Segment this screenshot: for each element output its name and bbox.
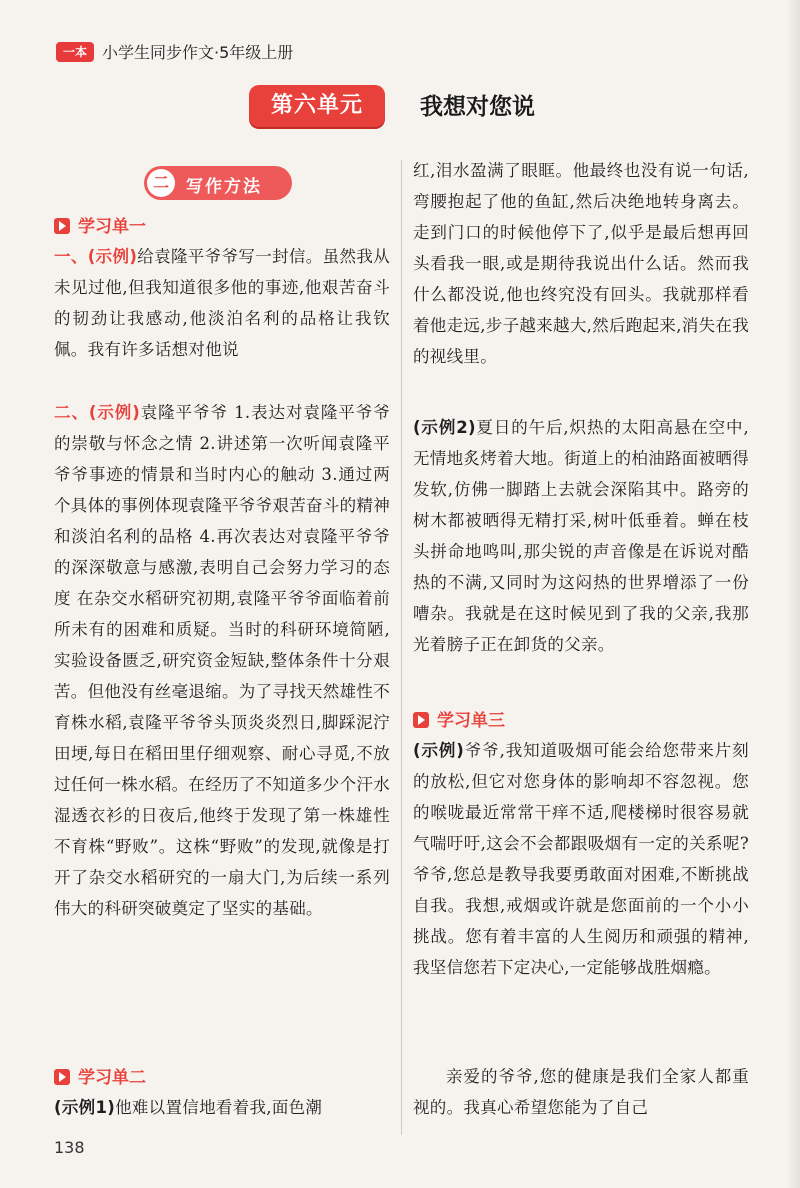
unit-title: 我想对您说 — [420, 94, 535, 120]
running-header — [0, 38, 800, 68]
answer-paragraph-6 — [413, 735, 749, 983]
answer-paragraph-1 — [54, 241, 390, 365]
answer-paragraph-7 — [413, 1061, 749, 1123]
answer-paragraph-4 — [413, 155, 749, 372]
lesson-heading-two — [54, 1063, 146, 1087]
answer-lead: (示例) — [413, 741, 465, 760]
answer-text: 红,泪水盈满了眼眶。他最终也没有说一句话,弯腰抱起了他的鱼缸,然后决绝地转身离去。走到门口的时候他停下了,似乎是最后想再回头看我一眼,或是期待我说出什么话。然而我什么都没说,他也终究没有回头。我就那样看着他走远,步子越来越大,然后跑起来,消失在我的视线里。 — [413, 161, 749, 366]
answer-text: 他难以置信地看着我,面色潮 — [115, 1098, 323, 1117]
page-edge-shadow — [786, 0, 800, 1188]
lesson-label: 学习单二 — [78, 1068, 146, 1088]
section-number: 二 — [147, 169, 175, 197]
brand-logo: 一本 — [56, 42, 94, 62]
answer-paragraph-3 — [54, 1092, 390, 1123]
answer-lead: 一、(示例) — [54, 247, 138, 266]
answer-paragraph-5 — [413, 412, 749, 660]
section-label: 写作方法 — [186, 177, 262, 197]
play-arrow-icon — [54, 1069, 70, 1085]
lesson-label: 学习单三 — [437, 711, 505, 731]
unit-badge: 第六单元 — [249, 85, 385, 127]
answer-paragraph-2 — [54, 397, 390, 924]
section-label-pill — [144, 166, 292, 200]
answer-lead: 二、(示例) — [54, 403, 141, 422]
lesson-heading-one — [54, 212, 146, 236]
answer-text: 袁隆平爷爷 1.表达对袁隆平爷爷的崇敬与怀念之情 2.讲述第一次听闻袁隆平爷爷事迹的情景和当时内心的触动 3.通过两个具体的事例体现袁隆平爷爷艰苦奋斗的精神和淡泊名利的品格 4.再次表达对袁隆平爷爷的深深敬意与感激,表明自己会努力学习的态度 在杂交水稻研究初期,袁隆平爷爷面临着前所未有的困难和质疑。当时的科研环境简陋,实验设备匮乏,研究资金短缺,整体条件十分艰苦。但他没有丝毫退缩。为了寻找天然雄性不育株水稻,袁隆平爷爷头顶炎炎烈日,脚踩泥泞田埂,每日在稻田里仔细观察、耐心寻觅,不放过任何一株水稻。在经历了不知道多少个汗水湿透衣衫的日夜后,他终于发现了第一株雄性不育株“野败”。这株“野败”的发现,就像是打开了杂交水稻研究的一扇大门,为后续一系列伟大的科研突破奠定了坚实的基础。 — [54, 403, 390, 918]
answer-text: 夏日的午后,炽热的太阳高悬在空中,无情地炙烤着大地。街道上的柏油路面被晒得发软,仿佛一脚踏上去就会深陷其中。路旁的树木都被晒得无精打采,树叶低垂着。蝉在枝头拼命地鸣叫,那尖锐的声音像是在诉说对酷热的不满,又同时为这闷热的世界增添了一份嘈杂。我就是在这时候见到了我的父亲,我那光着膀子正在卸货的父亲。 — [413, 418, 749, 654]
lesson-label: 学习单一 — [78, 217, 146, 237]
lesson-heading-three — [413, 706, 505, 730]
column-divider — [401, 160, 402, 1135]
play-arrow-icon — [54, 218, 70, 234]
book-title: 小学生同步作文·5年级上册 — [102, 43, 294, 62]
answer-lead: (示例2) — [413, 418, 476, 437]
answer-lead: (示例1) — [54, 1098, 116, 1117]
answer-text: 爷爷,我知道吸烟可能会给您带来片刻的放松,但它对您身体的影响却不容忽视。您的喉咙最近常常干痒不适,爬楼梯时很容易就气喘吁吁,这会不会都跟吸烟有一定的关系呢?爷爷,您总是教导我要勇敢面对困难,不断挑战自我。我想,戒烟或许就是您面前的一个小小挑战。您有着丰富的人生阅历和顽强的精神,我坚信您若下定决心,一定能够战胜烟瘾。 — [413, 741, 749, 977]
page-number: 138 — [54, 1138, 85, 1157]
answer-text: 给袁隆平爷爷写一封信。虽然我从未见过他,但我知道很多他的事迹,他艰苦奋斗的韧劲让我感动,他淡泊名利的品格让我钦佩。我有许多话想对他说 — [54, 247, 391, 359]
play-arrow-icon — [413, 712, 429, 728]
answer-text: 亲爱的爷爷,您的健康是我们全家人都重视的。我真心希望您能为了自己 — [413, 1067, 749, 1117]
